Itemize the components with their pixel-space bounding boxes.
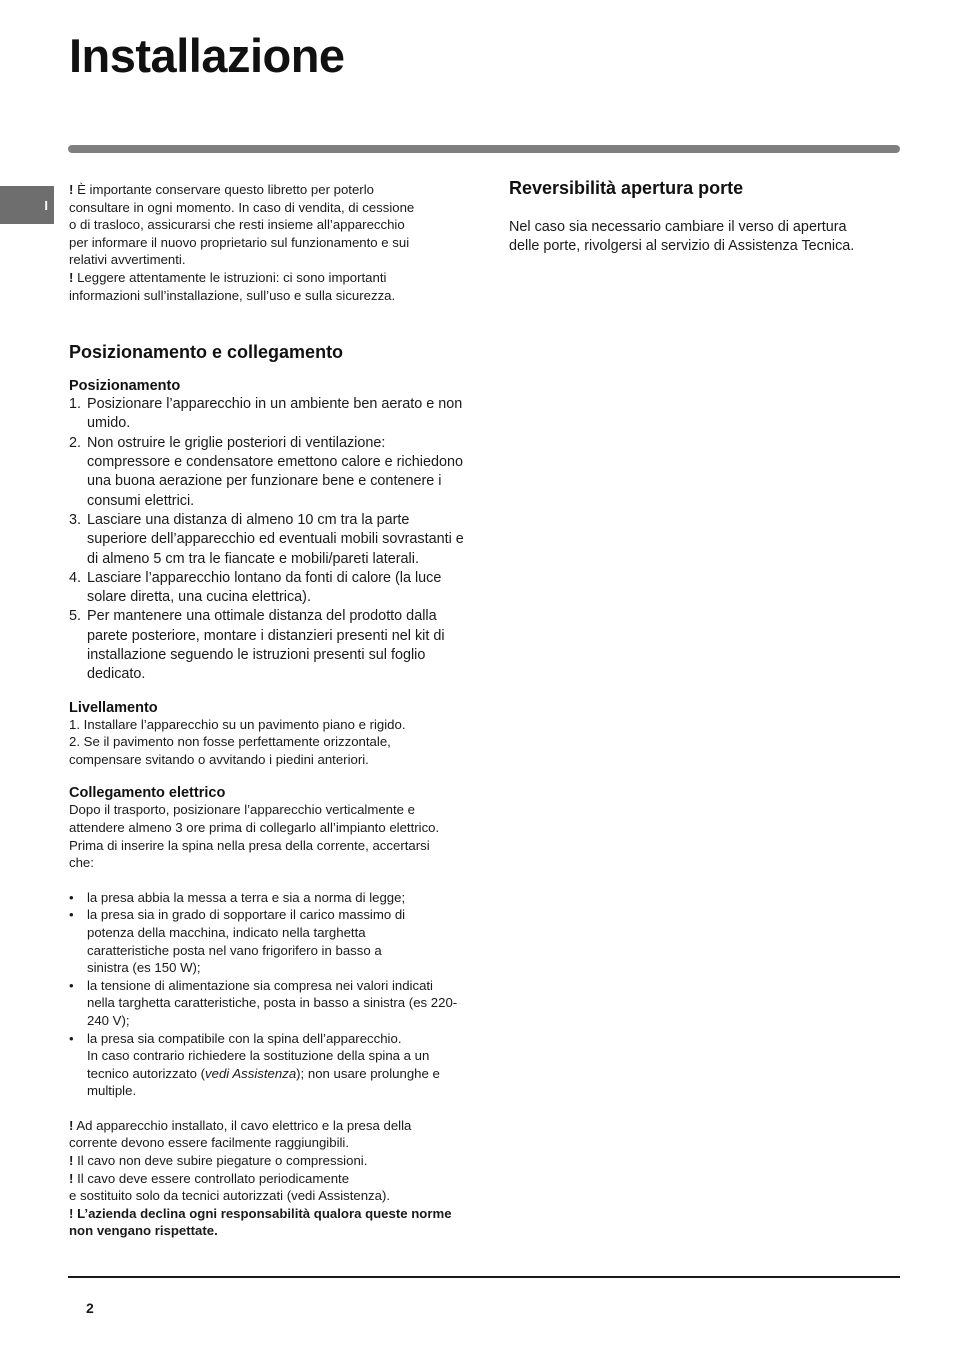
list-item: 1. Posizionare l’apparecchio in un ambiente ben aerato e non umido.: [69, 396, 463, 432]
leveling-line: 1. Installare l’apparecchio su un pavimento piano e rigido.: [69, 716, 406, 732]
intro-notes: [69, 181, 419, 304]
intro-note: ! È importante conservare questo libretto per poterlo consultare in ogni momento. In caso di vendita, di cessione o di trasloco, assicurarsi che resti insieme all’apparecchio per informare il nuovo proprietario sul funzionamento e sui relativi avvertimenti.: [69, 182, 415, 268]
page-number: 2: [86, 1300, 94, 1316]
list-item: • la presa abbia la messa a terra e sia a norma di legge;: [69, 889, 406, 905]
positioning-list: [69, 395, 469, 684]
electrical-intro: Dopo il trasporto, posizionare l’apparecchio verticalmente e attendere almeno 3 ore prima di collegarlo all’impianto elettrico. Prima di inserire la spina nella presa della corrente, accertarsi che:: [69, 802, 440, 871]
electrical-checklist: [69, 889, 469, 1100]
list-item: • la tensione di alimentazione sia compresa nei valori indicati nella targhetta caratteristiche, posta in basso a sinistra (es 220-240 V);: [69, 977, 458, 1028]
list-item: 5. Per mantenere una ottimale distanza del prodotto dalla parete posteriore, montare i distanzieri presenti nel kit di installazione seguendo le istruzioni presenti sul foglio dedicato.: [69, 608, 445, 683]
intro-note: ! Leggere attentamente le istruzioni: ci sono importanti informazioni sull’installazione, sull’uso e sulla sicurezza.: [69, 269, 396, 303]
section-heading-reversibility: Reversibilità apertura porte: [509, 178, 744, 198]
subheading-collegamento: Collegamento elettrico: [69, 785, 226, 802]
leveling-line: 2. Se il pavimento non fosse perfettamente orizzontale, compensare svitando o avvitando i piedini anteriori.: [69, 734, 391, 767]
list-item: 2. Non ostruire le griglie posteriori di ventilazione: compressore e condensatore emettono calore e richiedono una buona aerazione per funzionare bene e contenere i consumi elettrici.: [69, 434, 463, 509]
warning-note: ! Ad apparecchio installato, il cavo elettrico e la presa della corrente devono essere facilmente raggiungibili.: [69, 1117, 412, 1151]
liability-warning: ! L’azienda declina ogni responsabilità qualora queste norme non vengano rispettate.: [69, 1205, 452, 1239]
list-item: • la presa sia compatibile con la spina dell’apparecchio. In caso contrario richiedere la sostituzione della spina a un tecnico autorizzato (vedi Assistenza); non usare prolunghe e multiple.: [69, 1030, 440, 1099]
list-item: • la presa sia in grado di sopportare il carico massimo di potenza della macchina, indicato nella targhetta caratteristiche posta nel vano frigorifero in basso a sinistra (es 150 W);: [69, 907, 406, 976]
subheading-posizionamento: Posizionamento: [69, 378, 181, 395]
subheading-livellamento: Livellamento: [69, 699, 158, 716]
electrical-warnings: [69, 1117, 454, 1240]
language-tab: I: [0, 186, 54, 224]
list-item: 4. Lasciare l’apparecchio lontano da fonti di calore (la luce solare diretta, una cucina elettrica).: [69, 569, 442, 606]
reversibility-text: Nel caso sia necessario cambiare il verso di apertura delle porte, rivolgersi al servizio di Assistenza Tecnica.: [509, 219, 855, 255]
leveling-text: [69, 716, 469, 769]
list-item: 3. Lasciare una distanza di almeno 10 cm tra la parte superiore dell’apparecchio ed eventuali mobili sovrastanti e di almeno 5 cm tra le fiancate e mobili/pareti laterali.: [69, 511, 464, 567]
header-rule: [68, 145, 900, 153]
warning-note: ! Il cavo non deve subire piegature o compressioni.: [69, 1153, 368, 1169]
warning-note: e sostituito solo da tecnici autorizzati (vedi Assistenza).: [69, 1188, 391, 1204]
section-heading-positioning: Posizionamento e collegamento: [69, 342, 344, 363]
warning-note: ! Il cavo deve essere controllato periodicamente: [69, 1170, 350, 1186]
page-title: Installazione: [69, 29, 345, 82]
footer-rule: [68, 1276, 900, 1278]
left-column: [69, 181, 469, 1240]
right-column: [509, 178, 899, 257]
